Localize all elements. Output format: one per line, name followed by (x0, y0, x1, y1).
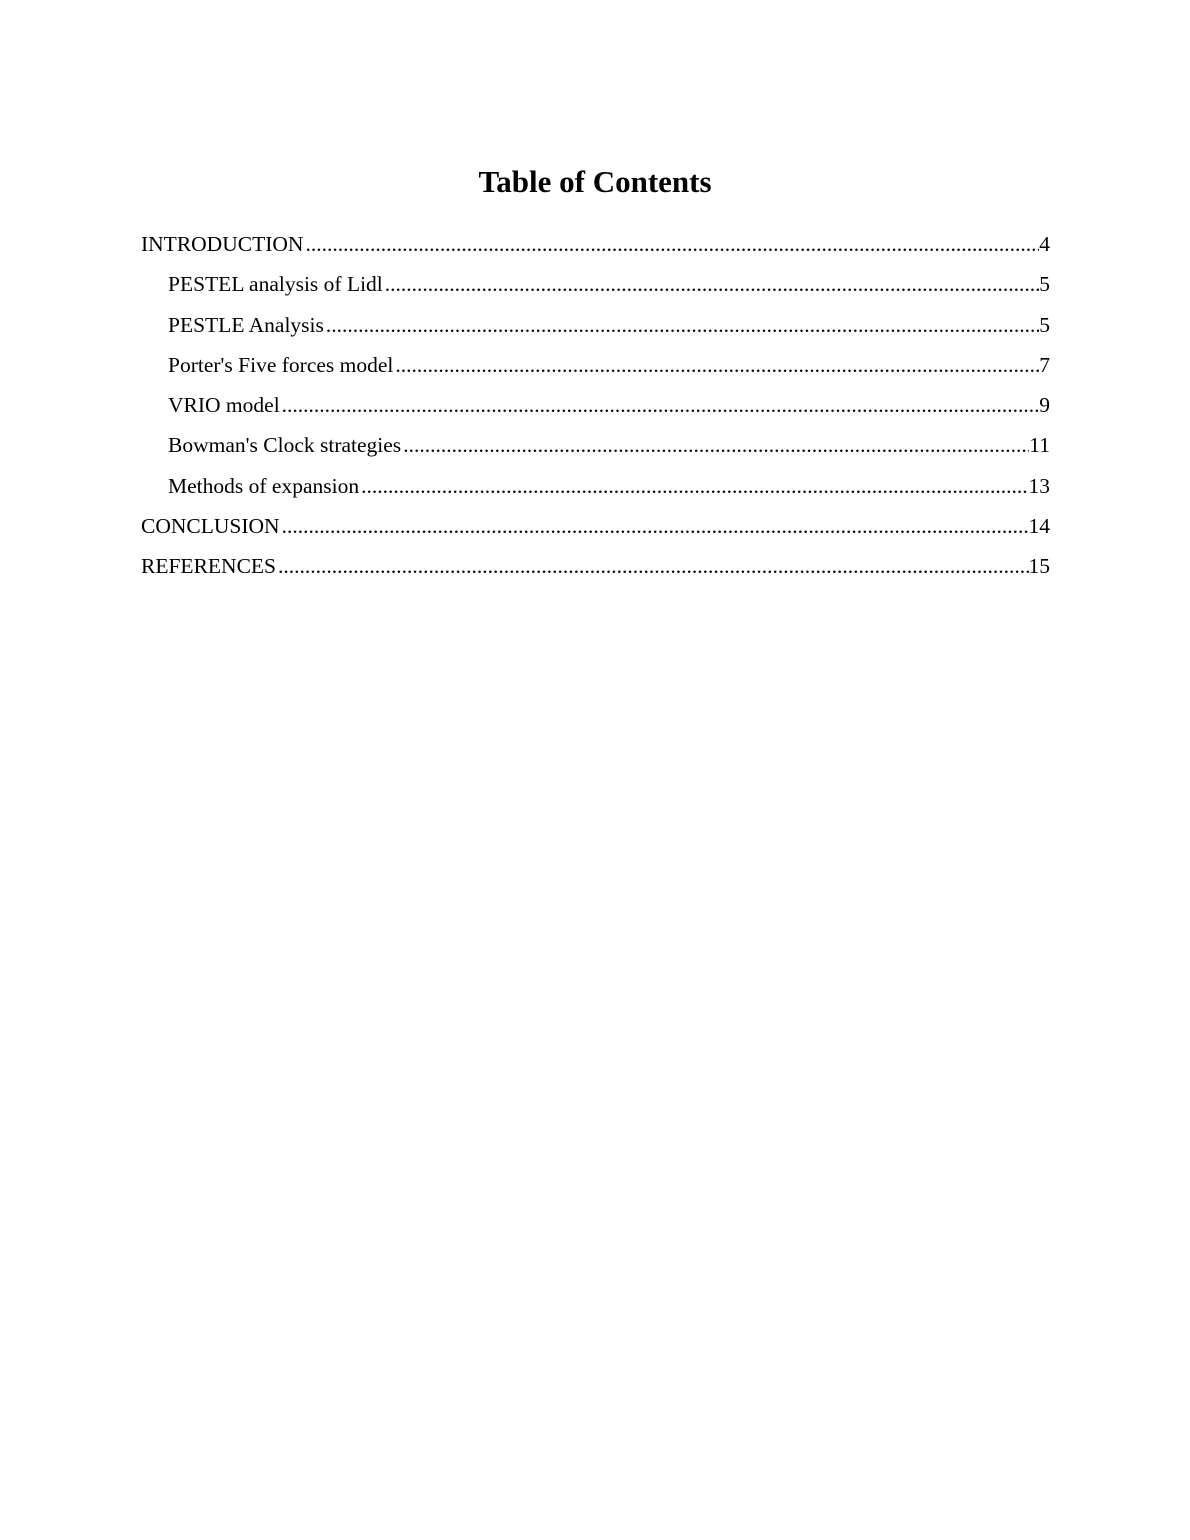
toc-page-number: 4 (1039, 232, 1050, 256)
toc-list (141, 224, 1050, 587)
toc-entry-text: REFERENCES (141, 554, 276, 579)
toc-entry-porters-five-forces[interactable] (141, 345, 1050, 385)
toc-entry-text: Porter's Five forces model (168, 352, 394, 377)
toc-entry-text: PESTEL analysis of Lidl (168, 272, 383, 297)
toc-page-number: 7 (1039, 352, 1050, 377)
toc-page-number: 5 (1039, 272, 1050, 297)
toc-leader-dots (280, 506, 1029, 546)
toc-entry-introduction[interactable] (141, 224, 1050, 264)
toc-entry-text: INTRODUCTION (141, 232, 304, 256)
toc-leader-dots (280, 385, 1040, 425)
toc-entry-pestle-analysis[interactable] (141, 305, 1050, 345)
toc-entry-text: Methods of expansion (168, 473, 360, 498)
toc-page-number: 9 (1039, 393, 1050, 418)
toc-entry-conclusion[interactable] (141, 506, 1050, 546)
toc-leader-dots (383, 264, 1039, 304)
toc-entry-vrio-model[interactable] (141, 385, 1050, 425)
toc-leader-dots (393, 345, 1039, 385)
toc-leader-dots (401, 425, 1029, 465)
toc-entry-text: Bowman's Clock strategies (168, 433, 402, 458)
toc-entry-pestel-analysis-of-lidl[interactable] (141, 264, 1050, 304)
toc-entry-methods-of-expansion[interactable] (141, 466, 1050, 506)
toc-leader-dots (303, 224, 1039, 264)
toc-leader-dots (276, 546, 1029, 586)
toc-entry-text: PESTLE Analysis (168, 312, 324, 337)
toc-page-number: 14 (1028, 514, 1050, 539)
toc-entry-text: CONCLUSION (141, 514, 280, 539)
toc-title: Table of Contents (478, 164, 712, 199)
toc-page-number: 5 (1039, 312, 1050, 337)
toc-leader-dots (324, 305, 1039, 345)
toc-page-number: 11 (1029, 433, 1050, 458)
toc-entry-text: VRIO model (168, 393, 280, 418)
toc-entry-references[interactable] (141, 546, 1050, 586)
toc-page-number: 13 (1028, 473, 1050, 498)
toc-entry-bowmans-clock[interactable] (141, 425, 1050, 465)
toc-leader-dots (359, 466, 1028, 506)
toc-page-number: 15 (1028, 554, 1050, 579)
